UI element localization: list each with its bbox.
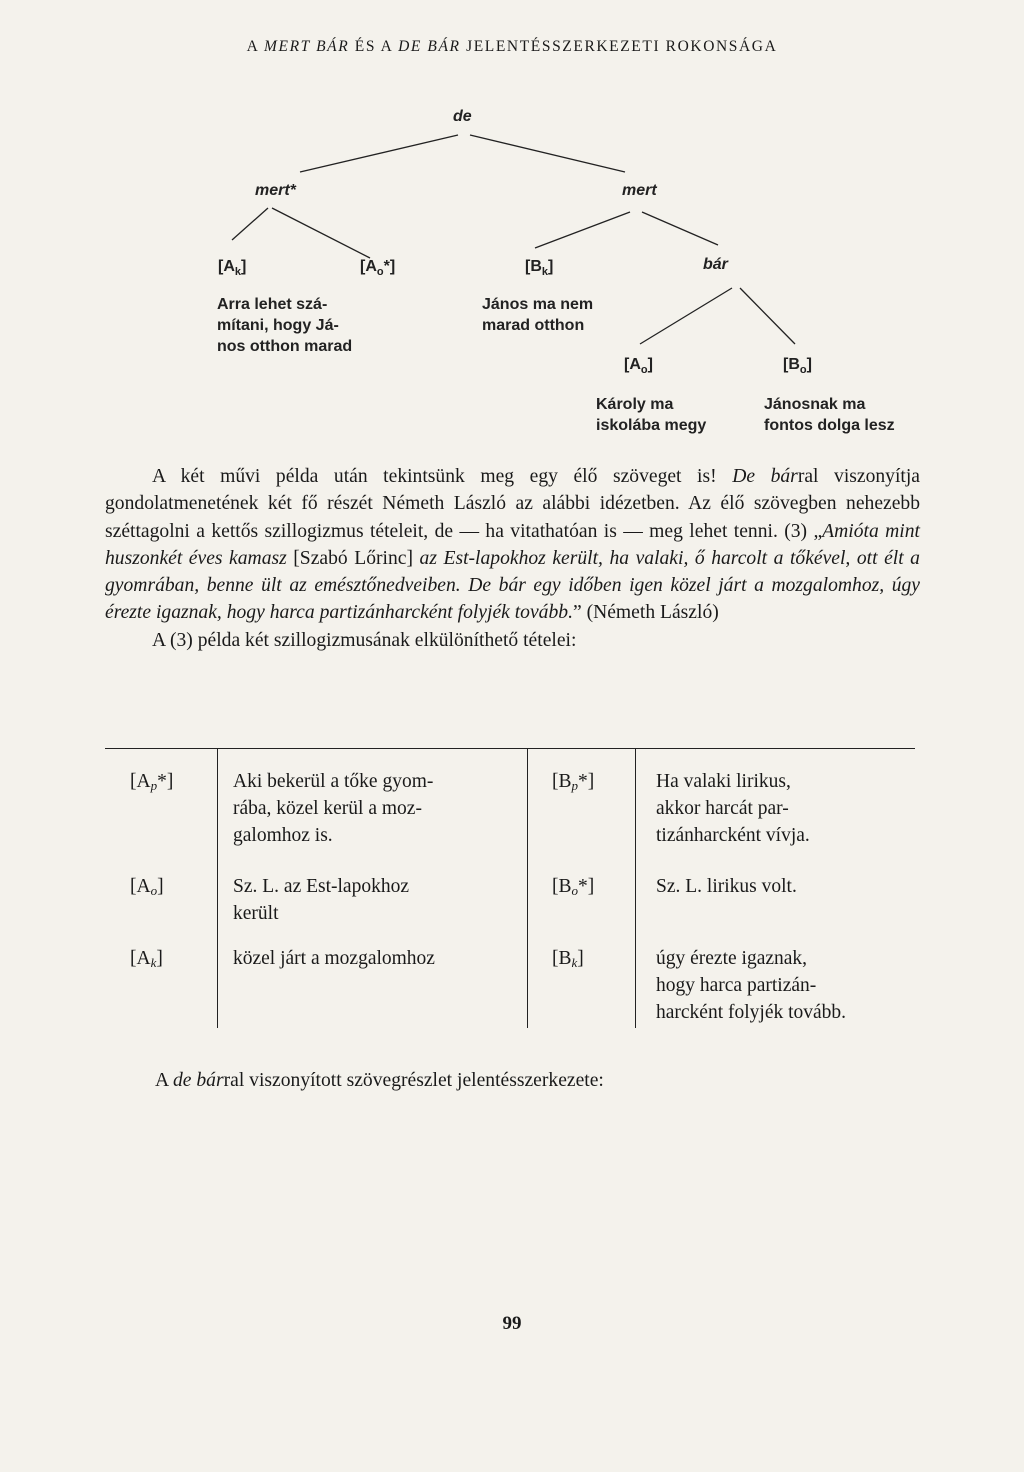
label-bo: $[B_o]$ [783, 356, 812, 376]
node-mert-star: mert* [255, 182, 296, 199]
text-bo: Jánosnak ma fontos dolga lesz [764, 396, 895, 434]
page-number: 99 [502, 1313, 522, 1334]
node-bar: bár [703, 256, 728, 273]
label-ao-star: $[A_o*]$ [360, 258, 396, 278]
table-text-bp: Ha valaki lirikus, akkor harcát par- tizánharcként vívja. [656, 771, 810, 846]
table-label-ak: $[A_k]$ [130, 948, 163, 970]
edge-de-mert [470, 135, 625, 172]
table-text-ak: közel járt a mozgalomhoz [233, 948, 435, 969]
edge-bar-ao [640, 288, 732, 344]
table-text-ao: Sz. L. az Est-lapokhoz került [233, 876, 409, 924]
table-text-bk: úgy érezte igaznak, hogy harca partizán- harcként folyjék tovább. [656, 948, 847, 1023]
node-de: de [453, 108, 472, 125]
edge-de-mertstar [300, 135, 458, 172]
paragraph-2: A (3) példa két szillogizmusának elkülöníthető tételei: [152, 629, 577, 651]
label-ao: $[A_o]$ [624, 356, 653, 376]
table-label-bo: $[B_o*]$ [552, 876, 595, 898]
table-label-bk: $[B_k]$ [552, 948, 584, 970]
table-divider-2 [527, 748, 528, 1028]
edge-mert-bar [642, 212, 718, 245]
node-mert: mert [622, 182, 657, 199]
closing-sentence: A de bárral viszonyított szövegrészlet jelentésszerkezete: [155, 1070, 604, 1091]
semantic-tree-diagram [0, 0, 1024, 460]
text-bk: János ma nem marad otthon [482, 296, 594, 334]
paragraph-1: A két művi példa után tekintsünk meg egy élő szöveget is! De bárral viszonyítja gondolatmenetének két fő részét Németh László az alábbi idézetben. Az élő szövegben nehezebb széttagolni a kettős szillogizmus tételeit, de — ha vitathatóan is — meg lehet tenni. (3) „Amióta mint huszonkét éves kamasz [Szabó Lőrinc] az Est-lapokhoz került, ha valaki, ő harcolt a tőkével, ott élt a gyomrában, benne ült az emésztőnedveiben. De bár egy időben igen közel járt a mozgalomhoz, úgy érezte igaznak, hogy harca partizánharcként folyjék tovább.” (Németh László) [105, 466, 921, 624]
table-label-ao: $[A_o]$ [130, 876, 164, 898]
table-divider-1 [217, 748, 218, 1028]
table-top-rule [105, 748, 915, 749]
running-header: A MERT BÁR ÉS A DE BÁR JELENTÉSSZERKEZETI ROKONSÁGA [246, 38, 778, 55]
table-text-ap: Aki bekerül a tőke gyom- rába, közel kerül a moz- galomhoz is. [233, 771, 434, 846]
table-label-bp: $[B_p*]$ [552, 771, 595, 793]
text-ak: Arra lehet szá- mítani, hogy Já- nos otthon marad [217, 296, 353, 355]
table-divider-3 [635, 748, 636, 1028]
table-text-bo: Sz. L. lirikus volt. [656, 876, 797, 897]
edge-mertstar-aostar [272, 208, 370, 258]
edge-bar-bo [740, 288, 795, 344]
label-bk: $[B_k]$ [525, 258, 554, 278]
edge-mert-bk [535, 212, 630, 248]
edge-mertstar-ak [232, 208, 268, 240]
label-ak: $[A_k]$ [218, 258, 247, 278]
table-label-ap: $[A_p*]$ [130, 771, 174, 793]
body-text [105, 463, 920, 654]
text-ao: Károly ma iskolába megy [596, 396, 707, 434]
